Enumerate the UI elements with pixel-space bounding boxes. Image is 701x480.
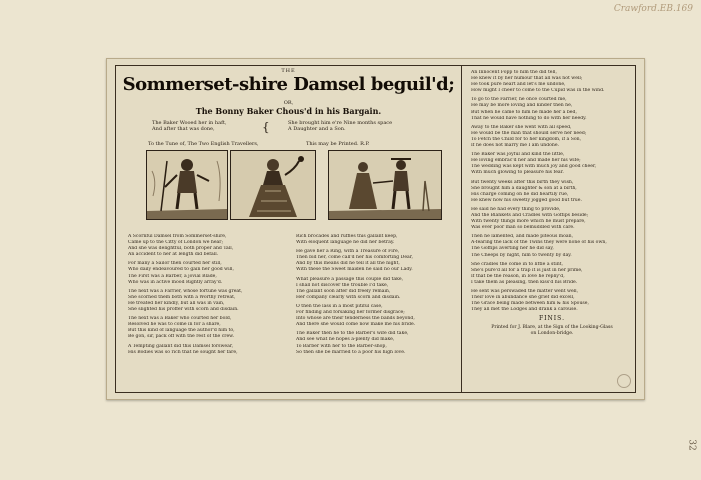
title-or: OR,	[283, 100, 294, 106]
verse-line: They all met the Lodges and drank a carouse.	[471, 307, 578, 313]
verse-line: The Baker was joyful and kind the little,	[471, 152, 565, 158]
stanza	[296, 234, 458, 246]
verse-line: Away to the Baker she went with all speed,	[471, 124, 572, 130]
verse-line: He knew it by her humour that all was not well;	[471, 76, 583, 82]
verse-line: That he would have nothing to do with her needy.	[471, 115, 587, 121]
stanza	[296, 249, 458, 273]
verse-line: He took pure heart and let's me undone,	[471, 82, 566, 88]
verse-line: Was ever poor man so bemuddled with care.	[471, 225, 575, 231]
woodcut-man-with-staff	[146, 150, 228, 220]
verse-column-1	[128, 234, 288, 359]
verse-line: A Scornful Damsel from Sommerset-shire,	[128, 234, 227, 239]
verse-line: The Goffips averting her he did say,	[471, 246, 554, 252]
verse-line: Then bid her, come call'd her his comforting Dear,	[296, 255, 413, 261]
verse-line: The Baker then he to the Barber's wife did take,	[296, 331, 409, 337]
stanza	[128, 316, 288, 340]
verse-line: He gave her a Ring, with a Treasure of Fire,	[296, 249, 400, 255]
verse-line: What pleasure a passage this couple did take,	[296, 276, 404, 282]
verse-column-2	[296, 234, 458, 359]
stanza	[471, 180, 633, 204]
verse-line: The First was a Barber, a jovial Blade,	[128, 273, 217, 279]
imprint-line: Printed for J. Blare, at the Sign of the Looking-Glass	[491, 325, 613, 331]
verse-line: Into whose are their tenderness the bands beyond,	[296, 316, 415, 322]
stanza	[471, 207, 633, 231]
verse-line: She scorned them both with a Worthy retreat,	[128, 294, 236, 300]
stanza	[471, 125, 633, 149]
intro-line: The Baker Wooed her in haft,	[152, 120, 227, 126]
verse-line: O then the lass in a most pitiful case,	[296, 303, 383, 309]
verse-line: Then he lamented, and made piteous moan,	[471, 234, 574, 240]
imprint	[471, 325, 633, 337]
tune-note: To the Tune of, The Two English Travellers,	[148, 141, 259, 147]
verse-line: Who daily endeavoured to gain her good will,	[128, 267, 234, 273]
verse-line: She's pure'd all for a trap it is just in her prime,	[471, 267, 583, 273]
verse-line: With twenty things more which he must prepare,	[471, 219, 586, 225]
verse-line: A-fearing the lack of the Twins they were none of his own,	[471, 240, 607, 246]
verse-line: Her company clearly with scorn and disdain.	[296, 294, 401, 300]
right-panel	[465, 66, 635, 392]
verse-line: The Cheeps by night, him to twenty by day.	[471, 252, 572, 258]
verse-line: Who was in active mood Rightly array'd.	[128, 279, 223, 285]
verse-line: For many a Sailor then courted her still,	[128, 261, 222, 267]
stanza	[296, 277, 458, 301]
stanza	[471, 70, 633, 94]
verse-line: He said he had every thing to provide,	[471, 206, 561, 212]
verse-line: His charge coming on he did heartily rue,	[471, 191, 569, 197]
broadside-title: Sommerset-shire Damsel beguil'd;	[122, 74, 455, 95]
verse-line: With much glowing to pleasure his fear.	[471, 170, 564, 176]
brace-icon: {	[262, 120, 270, 134]
stanza	[471, 152, 633, 176]
intro-line: And after that was done,	[152, 126, 215, 133]
verse-line: With eloquent language he did her betray.	[296, 240, 395, 246]
stanza	[471, 262, 633, 286]
verse-line: How might I cheer to come to the Cupid was in the wind.	[471, 88, 605, 94]
verse-line: I take them as pleasing, then kiss'd his Bride.	[471, 279, 578, 285]
verse-line: She cradles the come in to little a stint,	[471, 261, 563, 267]
verse-line: He loving embrac'd her and made her his wife;	[471, 158, 581, 164]
verse-line: A Tempting gallant did this Damsel forswear,	[128, 343, 234, 349]
verse-line: An accident to her at length did befall.	[128, 252, 219, 258]
verse-line: But twenty weeks after this birth they wish,	[471, 179, 574, 185]
verse-line: Rich brocades and ruffles this gallant keep,	[296, 234, 398, 239]
verse-line: The next was a Baker who courted her bold,	[128, 316, 232, 322]
verse-column-3	[471, 70, 633, 337]
stanza	[296, 304, 458, 328]
verse-line: And she was delightful, both proper and Tall,	[128, 246, 234, 252]
page-number: 32	[686, 439, 697, 451]
verse-line: So then she be married to a poor his high love.	[296, 349, 406, 355]
broadside-subtitle: The Bonny Baker Chous'd in his Bargain.	[195, 106, 382, 116]
left-panel	[116, 66, 462, 392]
stanza	[471, 97, 633, 121]
verse-line: With these the Sweet maiden he said no our Lady.	[296, 267, 413, 273]
intro-left	[152, 120, 227, 133]
verse-line: She brought him a daughter & son at a birth,	[471, 185, 577, 191]
verse-line: He may be more loving and kinder then he,	[471, 103, 573, 109]
verse-line: His Bodies was so rich that he sought her fare,	[128, 349, 238, 355]
verse-line: The gallant soon after did freely remain,	[296, 288, 391, 294]
stanza	[128, 234, 288, 258]
verse-line: And there she would come now make me his bride.	[296, 322, 416, 328]
verse-line: If that be the reason, in love he repliy'd,	[471, 273, 565, 279]
stanza	[471, 234, 633, 258]
verse-line: And see what he hopes a-plenty did make,	[296, 337, 395, 343]
verse-line: He sent was perswaded the matter went well,	[471, 289, 579, 294]
verse-line: And by this means did he tell it all the night,	[296, 261, 400, 267]
verse-line: For finding and forsaking her former disgrace;	[296, 310, 405, 316]
verse-line: And the Blankets and Cradles with Goffips beside;	[471, 212, 589, 218]
verse-line: The Grace being made between him & his Spouse,	[471, 301, 589, 307]
imprint-line: on London-bridge.	[530, 331, 574, 337]
verse-line: To Barber with her to the Barber-shop,	[296, 343, 387, 349]
verse-line: Came up to the Citty of London we hear;	[128, 240, 224, 246]
title-prefix: THE	[281, 68, 296, 74]
finis: FINIS.	[539, 315, 565, 323]
intro-line: She brought him e're Nine months space	[288, 120, 393, 126]
woodcut-couple	[328, 150, 442, 220]
verse-line: The next was a Farrier, whose fortune was great,	[128, 288, 243, 294]
intro-right	[288, 120, 392, 133]
verse-line: The wedding was kept with much joy and good cheer,	[471, 164, 597, 170]
verse-line: He treated her kindly, but all was in vain,	[128, 300, 225, 306]
library-stamp-icon	[617, 374, 631, 388]
verse-line: Their love in abundance she grief did excell,	[471, 295, 575, 301]
verse-line: But this kind of language the author'd him to,	[128, 328, 235, 334]
broadside-border	[115, 65, 636, 393]
verse-line: To go to the Farrier, he once courted me,	[471, 97, 567, 103]
stanza	[128, 344, 288, 356]
intro-line: A Daughter and a Son.	[288, 126, 346, 133]
verse-line: I shall not discover the trouble I'd take,	[296, 282, 389, 288]
verse-line: Be gon, sir, pack off with the rest of the crew.	[128, 334, 235, 340]
license-note: This may be Printed. R.P.	[306, 141, 370, 147]
verse-line: If he does not marry me I am undone.	[471, 143, 560, 149]
shelfmark: Crawford.EB.169	[613, 4, 693, 14]
stanza	[471, 289, 633, 313]
woodcut-lady	[230, 150, 316, 220]
broadside-sheet	[106, 58, 645, 400]
verse-line: Resolved he was to come in for a share,	[128, 322, 221, 328]
verse-line: She slighted his proffer with scorn and disdain.	[128, 307, 239, 313]
verse-line: He would be the man that should serve her need;	[471, 130, 587, 136]
stanza	[296, 331, 458, 355]
verse-line: But when he came to him he made her a bed,	[471, 109, 577, 115]
verse-line: He knew how his sweetly jogged good but true.	[471, 197, 582, 203]
stanza	[128, 261, 288, 285]
verse-line: An Innocent Fopp to him the did tell,	[471, 70, 557, 75]
stanza	[128, 289, 288, 313]
verse-line: To Fetch the Child for to her kingdom, if a Son,	[471, 136, 582, 142]
